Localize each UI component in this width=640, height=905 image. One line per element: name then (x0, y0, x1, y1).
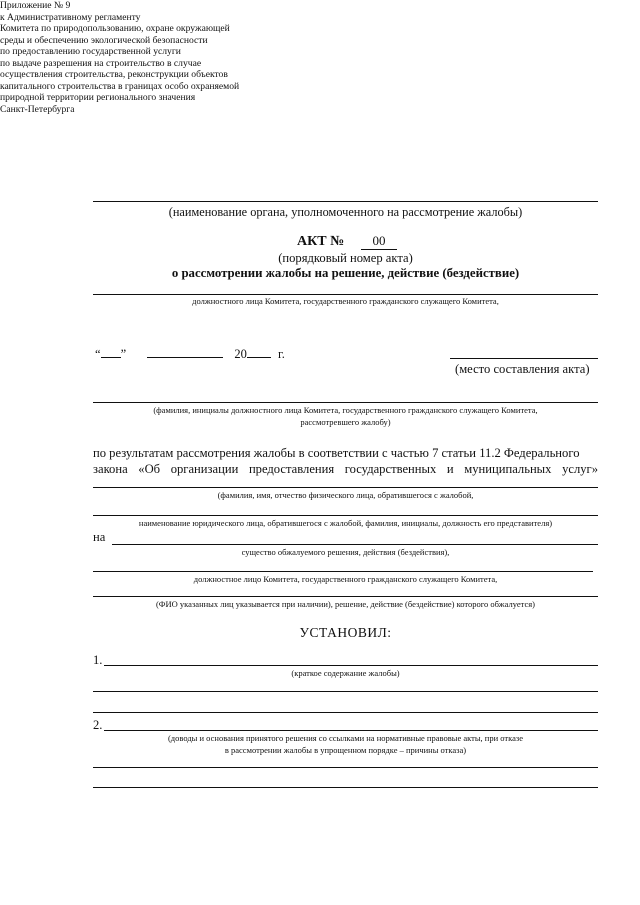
month-field[interactable] (147, 357, 223, 358)
authority-caption: (наименование органа, уполномоченного на рассмотрение жалобы) (168, 205, 523, 219)
item2-extra-line-1[interactable] (93, 767, 598, 768)
appendix-line: природной территории регионального значения (0, 92, 196, 103)
official-name-fill-line[interactable] (93, 571, 593, 572)
na-label: на (93, 530, 106, 544)
official-name-caption: должностное лицо Комитета, государственного гражданского служащего Комитета, (193, 574, 498, 584)
year-suffix: г. (278, 347, 285, 361)
appendix-line: капитального строительства в границах особо охраняемой (0, 80, 240, 92)
legal-entity-fill-line[interactable] (93, 515, 598, 516)
act-number-caption: (порядковый номер акта) (278, 251, 413, 265)
appendix-line: среды и обеспечению экологической безопасности (0, 34, 208, 46)
appendix-line: Приложение № 9 (0, 0, 71, 11)
quote-close: ” (120, 347, 127, 361)
appendix-block (0, 0, 640, 115)
reviewer-fill-line[interactable] (93, 402, 598, 403)
appendix-line: по выдаче разрешения на строительство в случае (0, 57, 202, 69)
body-line-2: закона «Об организации предоставления государственных и муниципальных услуг» (93, 462, 598, 476)
item2-caption-line1: (доводы и основания принятого решения со ссылками на нормативные правовые акты, при отказе (167, 733, 524, 743)
item2-extra-line-2[interactable] (93, 787, 598, 788)
act-label: АКТ № (297, 234, 345, 249)
item1-extra-line-1[interactable] (93, 691, 598, 692)
official-fill-line[interactable] (93, 294, 598, 295)
appendix-line: к Административному регламенту (0, 11, 141, 23)
decision-fill-line[interactable] (112, 544, 598, 545)
appendix-line: осуществления строительства, реконструкции объектов (0, 69, 228, 80)
year-field[interactable] (247, 357, 271, 358)
appendix-line: Санкт-Петербурга (0, 103, 75, 115)
act-subject: о рассмотрении жалобы на решение, действие (бездействие) (171, 266, 520, 280)
authority-fill-line[interactable] (93, 201, 598, 202)
item2-fill-line[interactable] (104, 730, 598, 731)
reviewer-caption-line2: рассмотревшего жалобу) (300, 417, 391, 427)
decision-essence-caption: существо обжалуемого решения, действия (бездействия), (241, 547, 450, 557)
legal-entity-caption: наименование юридического лица, обратившегося с жалобой, фамилия, инициалы, должность его представителя) (138, 518, 553, 528)
established-heading: УСТАНОВИЛ: (299, 625, 392, 640)
item2-caption-line2: в рассмотрении жалобы в упрощенном порядке – причины отказа) (224, 745, 467, 755)
applicant-fill-line[interactable] (93, 487, 598, 488)
day-field[interactable] (101, 357, 121, 358)
item1-caption: (краткое содержание жалобы) (291, 668, 400, 678)
date-block (95, 347, 285, 362)
appendix-line: Комитета по природопользованию, охране окружающей (0, 23, 230, 34)
item1-fill-line[interactable] (104, 665, 598, 666)
item1-number: 1. (93, 653, 103, 667)
official-caption: должностного лица Комитета, государственного гражданского служащего Комитета, (192, 296, 499, 306)
item2-number: 2. (93, 718, 103, 732)
appendix-line: по предоставлению государственной услуги (0, 46, 181, 57)
item1-extra-line-2[interactable] (93, 712, 598, 713)
place-caption: (место составления акта) (455, 362, 590, 376)
act-number[interactable]: 00 (361, 233, 397, 250)
year-prefix: 20 (234, 347, 247, 361)
fio-fill-line[interactable] (93, 596, 598, 597)
fio-note-caption: (ФИО указанных лиц указывается при наличии), решение, действие (бездействие) которого обжалуется) (155, 599, 536, 609)
quote-open: “ (95, 347, 101, 361)
physical-person-caption: (фамилия, имя, отчество физического лица, обратившегося с жалобой, (217, 490, 474, 500)
reviewer-caption-line1: (фамилия, инициалы должностного лица Комитета, государственного гражданского служащего Комитета, (153, 405, 538, 415)
place-fill-line[interactable] (450, 358, 598, 359)
body-line-1: по результатам рассмотрения жалобы в соответствии с частью 7 статьи 11.2 Федерального (93, 446, 580, 460)
